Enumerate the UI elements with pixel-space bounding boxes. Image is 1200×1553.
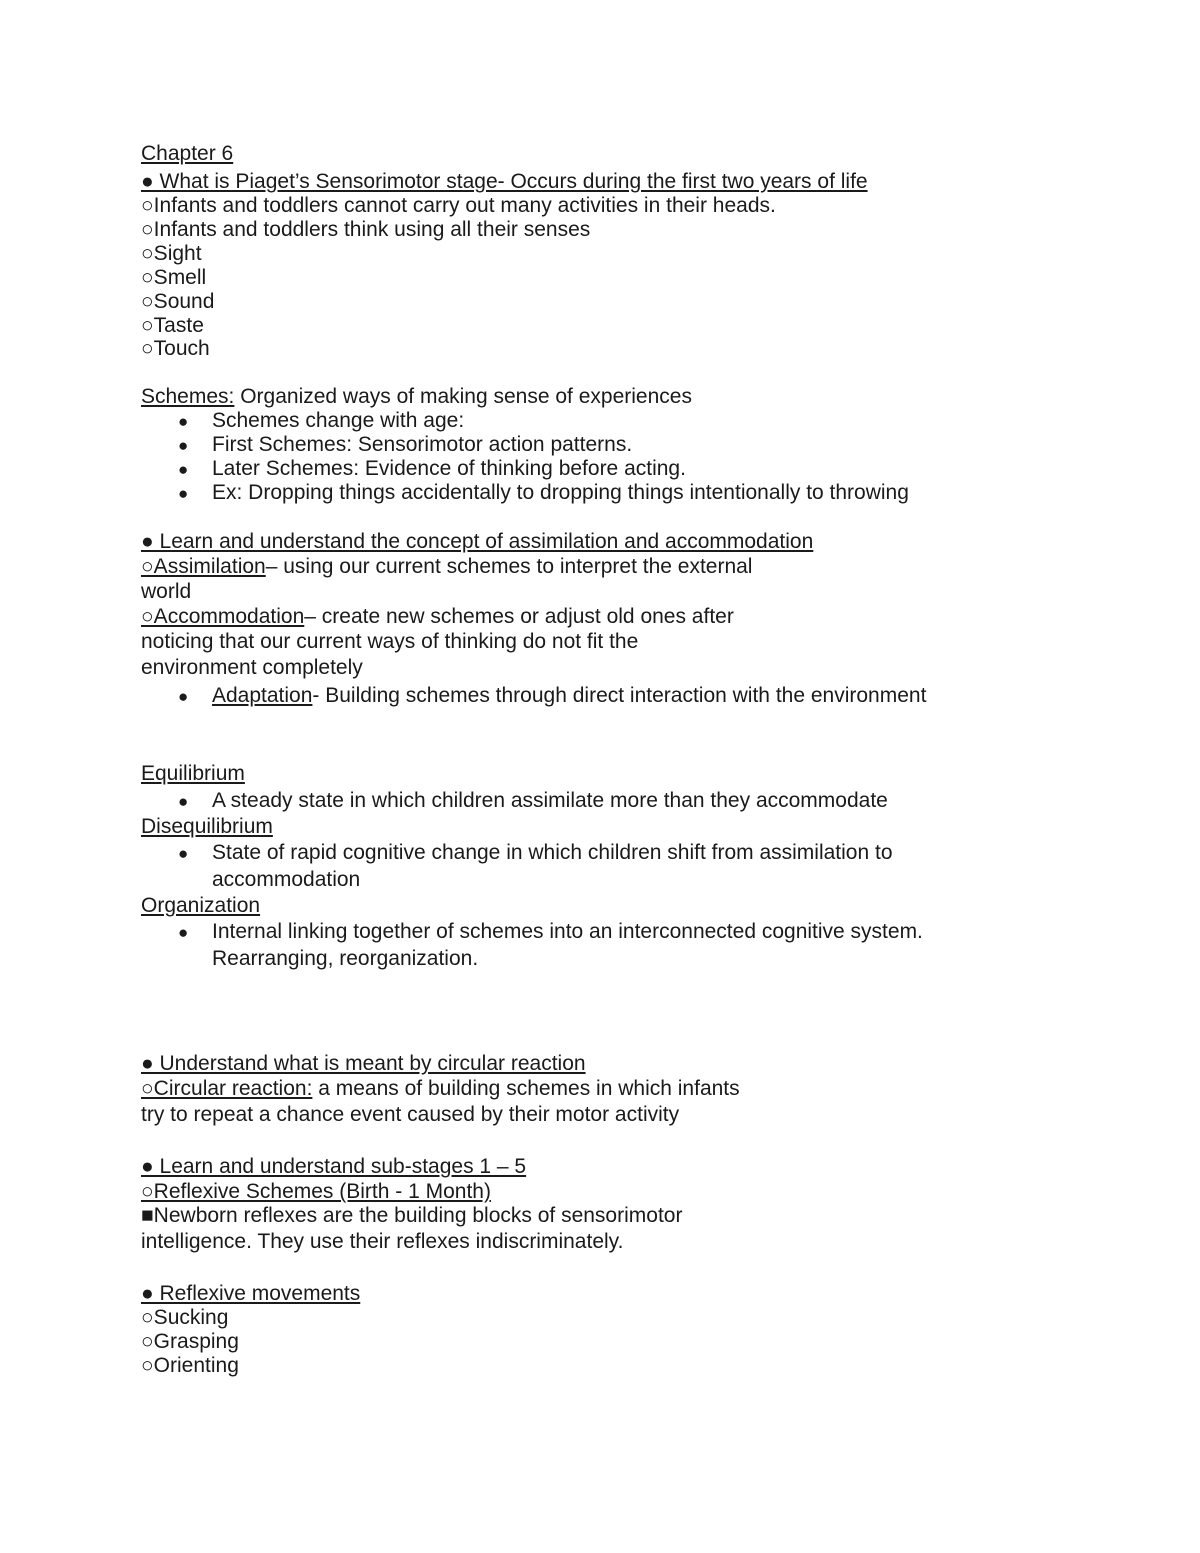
list-item: ○Sight: [141, 242, 202, 265]
list-item: ○Touch: [141, 337, 210, 360]
bullet-icon: ●: [178, 460, 189, 479]
bullet-icon: ●: [178, 923, 189, 942]
substages-line: intelligence. They use their reflexes indiscriminately.: [141, 1230, 624, 1253]
bullet-icon: ●: [178, 484, 189, 503]
bullet-icon: ●: [178, 412, 189, 431]
schemes-def: Organized ways of making sense of experiences: [234, 385, 692, 408]
accommodation-cont: noticing that our current ways of thinking do not fit the: [141, 630, 639, 653]
bullet-cont: Rearranging, reorganization.: [212, 947, 479, 970]
bullet-item: [178, 457, 686, 482]
list-item: ○Sucking: [141, 1306, 229, 1329]
sensorimotor-question: ● What is Piaget’s Sensorimotor stage- Occurs during the first two years of life: [141, 170, 868, 193]
bullet-text: Ex: Dropping things accidentally to dropping things intentionally to throwing: [212, 481, 909, 504]
assimilation-cont: world: [141, 580, 192, 603]
circular-heading: ● Understand what is meant by circular reaction: [141, 1052, 586, 1075]
organization-term: Organization: [141, 894, 261, 917]
bullet-text: A steady state in which children assimilate more than they accommodate: [212, 789, 888, 812]
adaptation-term: Adaptation: [212, 684, 313, 707]
circular-line: [141, 1077, 740, 1101]
list-item: ○Infants and toddlers think using all their senses: [141, 218, 591, 241]
list-item: ○Taste: [141, 314, 204, 337]
accommodation-cont: environment completely: [141, 656, 363, 679]
accommodation-term: ○Accommodation: [141, 605, 305, 628]
bullet-text: Schemes change with age:: [212, 409, 465, 432]
bullet-item: [178, 789, 888, 814]
bullet-icon: ●: [178, 436, 189, 455]
list-item: ○Orienting: [141, 1354, 239, 1377]
reflexive-movements-heading: ● Reflexive movements: [141, 1282, 361, 1305]
schemes-definition: [141, 385, 692, 409]
substages-line: ■Newborn reflexes are the building blocks of sensorimotor: [141, 1204, 683, 1227]
list-item: ○Grasping: [141, 1330, 239, 1353]
bullet-item: [178, 481, 909, 506]
list-item: ○Sound: [141, 290, 215, 313]
bullet-icon: ●: [178, 844, 189, 863]
chapter-heading: Chapter 6: [141, 142, 234, 165]
bullet-text: State of rapid cognitive change in which children shift from assimilation to: [212, 841, 893, 864]
bullet-item: [178, 841, 893, 866]
bullet-item: [178, 409, 464, 434]
accommodation-line: [141, 605, 734, 629]
reflexive-schemes-subheading: ○Reflexive Schemes (Birth - 1 Month): [141, 1180, 491, 1203]
bullet-text: Internal linking together of schemes into an interconnected cognitive system.: [212, 920, 923, 943]
bullet-item: [178, 433, 632, 458]
bullet-text: First Schemes: Sensorimotor action patterns.: [212, 433, 633, 456]
equilibrium-term: Equilibrium: [141, 762, 245, 785]
accommodation-def: – create new schemes or adjust old ones after: [304, 605, 734, 628]
circular-term: ○Circular reaction:: [141, 1077, 313, 1100]
bullet-item: [178, 920, 923, 945]
bullet-cont: accommodation: [212, 868, 361, 891]
assimilation-heading: ● Learn and understand the concept of assimilation and accommodation: [141, 530, 814, 553]
bullet-text: Later Schemes: Evidence of thinking before acting.: [212, 457, 686, 480]
adaptation-def: - Building schemes through direct interaction with the environment: [312, 684, 927, 707]
bullet-icon: ●: [178, 792, 189, 811]
assimilation-line: [141, 555, 752, 579]
disequilibrium-term: Disequilibrium: [141, 815, 273, 838]
circular-cont: try to repeat a chance event caused by their motor activity: [141, 1103, 680, 1126]
circular-def: a means of building schemes in which infants: [312, 1077, 740, 1100]
assimilation-def: – using our current schemes to interpret the external: [265, 555, 753, 578]
assimilation-term: ○Assimilation: [141, 555, 266, 578]
bullet-item: [178, 684, 926, 709]
list-item: ○Smell: [141, 266, 207, 289]
list-item: ○Infants and toddlers cannot carry out many activities in their heads.: [141, 194, 776, 217]
substages-heading: ● Learn and understand sub-stages 1 – 5: [141, 1155, 527, 1178]
schemes-term: Schemes:: [141, 385, 235, 408]
bullet-icon: ●: [178, 687, 189, 706]
